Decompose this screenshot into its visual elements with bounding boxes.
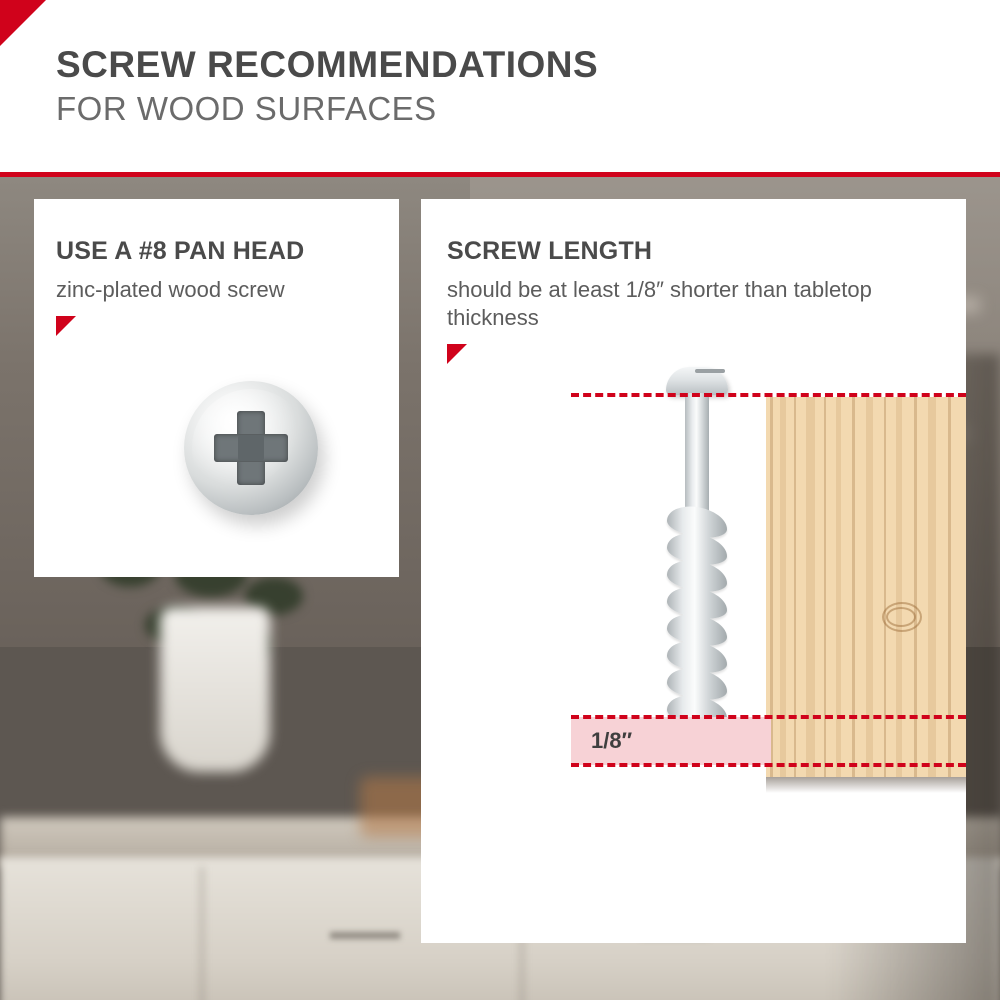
photo-cabinet-handle-1	[330, 932, 400, 939]
screw-illustration	[653, 367, 743, 767]
bottom-surface-dash-line	[571, 763, 966, 767]
screw-length-card-subheading: should be at least 1/8″ shorter than tabletop thickness	[447, 277, 872, 330]
screw-length-diagram	[421, 349, 966, 943]
pan-head-screw-illustration	[174, 375, 344, 545]
triangle-accent-icon	[56, 316, 76, 336]
screw-tip-dash-line	[571, 715, 966, 719]
screw-length-card-heading: SCREW LENGTH	[447, 237, 653, 265]
wood-tabletop-shadow	[766, 777, 966, 793]
wood-tabletop	[766, 397, 966, 777]
page-subtitle: FOR WOOD SURFACES	[56, 90, 437, 127]
header	[0, 0, 1000, 174]
pan-head-card-text	[56, 237, 386, 336]
page-title: SCREW RECOMMENDATIONS	[56, 44, 599, 85]
corner-wedge-accent	[0, 0, 46, 46]
gap-dimension-label: 1/8″	[591, 728, 633, 753]
photo-cabinet-seam-1	[200, 867, 204, 1000]
screw-threads	[667, 507, 727, 725]
photo-vase	[160, 607, 270, 772]
screw-length-card-text	[447, 237, 947, 364]
header-divider	[0, 172, 1000, 177]
pan-head-card-subheading: zinc-plated wood screw	[56, 277, 285, 302]
screw-head-slot-icon	[695, 369, 725, 373]
screw-head	[666, 367, 728, 395]
pan-head-card-heading: USE A #8 PAN HEAD	[56, 237, 305, 265]
phillips-slot-center-icon	[238, 435, 264, 461]
top-surface-dash-line	[571, 393, 966, 397]
screw-shank	[685, 393, 709, 515]
screw-length-card	[421, 199, 966, 943]
pan-head-card	[34, 199, 399, 577]
